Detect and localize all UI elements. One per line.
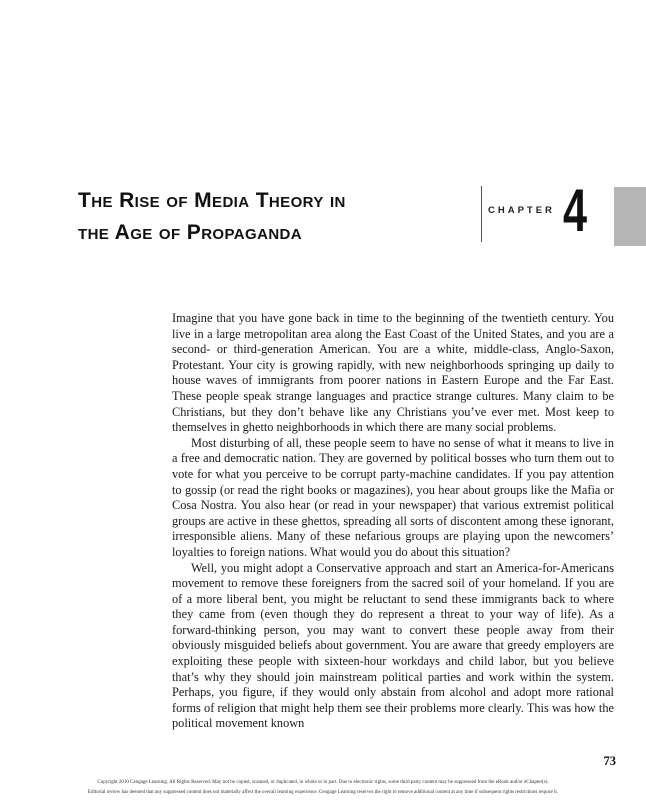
chapter-label: CHAPTER (488, 205, 555, 216)
copyright-notice-line-2: Editorial review has deemed that any suppressed content does not materially affect the overall learning experience. Cengage Learning reserves the right to remove additional content at any time if subsequent rights restrictions require it. (87, 790, 559, 795)
chapter-thumb-tab (614, 187, 646, 246)
body-paragraph-2: Most disturbing of all, these people seem to have no sense of what it means to live in a free and democratic nation. They are governed by political bosses who turn them out to vote for what you perceive to be corrupt party-machine candidates. If you pay attention to gossip (or read the right books or magazines), you hear about groups like the Mafia or Cosa Nostra. You also hear (or read in your newspaper) that various extremist political groups are active in these ghettos, spreading all sorts of discontent among these ignorant, irresponsible aliens. Many of these nefarious groups are playing upon the newcomers’ loyalties to foreign nations. What would you do about this situation? (172, 435, 614, 559)
title-divider-rule (481, 186, 482, 242)
page-number: 73 (603, 754, 616, 768)
copyright-notice-line-1: Copyright 2010 Cengage Learning. All Rights Reserved. May not be copied, scanned, or duplicated, in whole or in part. Due to electronic rights, some third party content may be suppressed from the eBook and/or eChapter(s). (97, 780, 549, 785)
chapter-number: 4 (563, 177, 588, 244)
chapter-title-line-2: the Age of Propaganda (78, 221, 303, 244)
chapter-title-line-1: The Rise of Media Theory in (78, 189, 346, 212)
body-paragraph-3: Well, you might adopt a Conservative approach and start an America-for-Americans movement to remove these foreigners from the sacred soil of your homeland. If you are of a more liberal bent, you might be reluctant to send these immigrants back to where they came from (even though they do represent a threat to your way of life). As a forward-thinking person, you may want to convert these people away from their obviously misguided beliefs about government. You are aware that greedy employers are exploiting these people with sixteen-hour workdays and child labor, but you believe that’s why they should join mainstream political parties and work within the system. Perhaps, you figure, if they would only abstain from alcohol and adopt more rational forms of religion that might help them see their problems more clearly. This was how the political movement known (172, 560, 614, 731)
body-text (172, 311, 614, 732)
chapter-title (78, 185, 470, 249)
body-paragraph-1: Imagine that you have gone back in time to the beginning of the twentieth century. You live in a large metropolitan area along the East Coast of the United States, and you are a second- or third-generation American. You are a white, middle-class, Anglo-Saxon, Protestant. Your city is growing rapidly, with new neighborhoods springing up daily to house waves of immigrants from poorer nations in Eastern Europe and the Far East. These people speak strange languages and practice strange cultures. Many claim to be Christians, but they don’t behave like any Christians you’ve ever met. Most keep to themselves in ghetto neighborhoods in which there are many social problems. (172, 311, 614, 435)
